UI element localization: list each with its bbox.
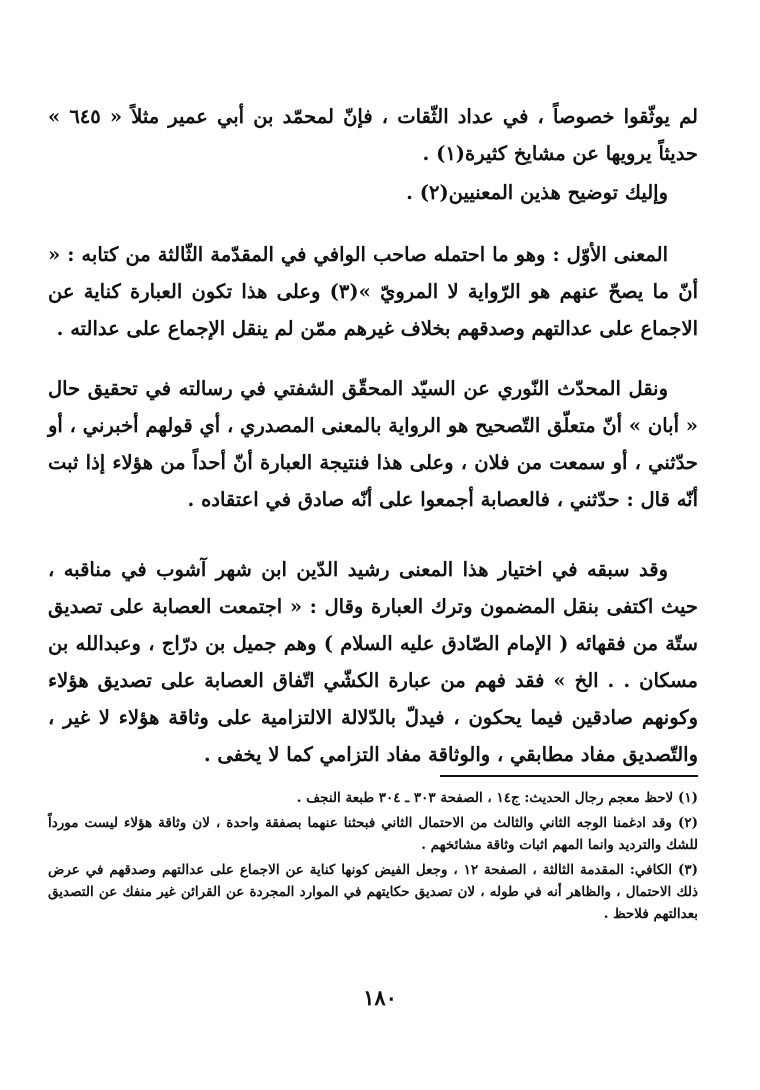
footnote-3 [48, 859, 698, 925]
paragraph-2: وإليك توضيح هذين المعنيين(٢) . [406, 181, 668, 204]
page-number: ١٨٠ [363, 985, 397, 1010]
footnote-2-number: (٢) [677, 815, 698, 831]
footnotes [48, 787, 698, 928]
footnote-3-number: (٣) [677, 862, 698, 878]
footnote-1-text: لاحظ معجم رجال الحديث: ج١٤ ، الصفحة ٣٠٣ ـ ٣٠٤ طبعة النجف . [296, 790, 674, 806]
footnote-3-text: الكافي: المقدمة الثالثة ، الصفحة ١٢ ، وجعل الفيض كونها كناية عن الاجماع على عدالتهم وصدقهم في عرض ذلك الاحتمال ، والظاهر أنه في طوله ، لان تصديق حكايتهم في الموارد المجردة عن القرائن غير منفك عن التصديق بعدالتهم فلاحظ . [48, 862, 698, 922]
paragraph-3: المعنى الأوّل : وهو ما احتمله صاحب الوافي في المقدّمة الثّالثة من كتابه : « أنّ ما يصحّ عنهم هو الرّواية لا المرويّ »(٣) وعلى هذا تكون العبارة كناية عن الاجماع على عدالتهم وصدقهم بخلاف غيرهم ممّن لم ينقل الإجماع على عدالته . [48, 243, 698, 340]
footnote-1-number: (١) [677, 790, 698, 806]
paragraph-4: ونقل المحدّث النّوري عن السيّد المحقّق الشفتي في رسالته في تحقيق حال « أبان » أنّ متعلّق التّصحيح هو الرواية بالمعنى المصدري ، أي قولهم أخبرني ، أو حدّثني ، أو سمعت من فلان ، وعلى هذا فنتيجة العبارة أنّ أحداً من هؤلاء إذا ثبت أنّه قال : حدّثني ، فالعصابة أجمعوا على أنّه صادق في اعتقاده . [48, 377, 698, 511]
footnote-2-text: وقد ادغمنا الوجه الثاني والثالث من الاحتمال الثاني فبحثنا عنهما بصفقة واحدة ، لان وثاقة هؤلاء ليست مورداً للشك والترديد وانما المهم اثبات وثاقة مشائخهم . [48, 815, 698, 853]
footnote-divider [440, 775, 698, 777]
footnote-1 [48, 787, 698, 809]
paragraph-1: لم يوثّقوا خصوصاً ، في عداد الثّقات ، فإنّ لمحمّد بن أبي عمير مثلاً « ٦٤٥ » حديثاً يرويها عن مشايخ كثيرة(١) . [48, 105, 698, 165]
footnote-2 [48, 812, 698, 856]
paragraph-5: وقد سبقه في اختيار هذا المعنى رشيد الدّين ابن شهر آشوب في مناقبه ، حيث اكتفى بنقل المضمون وترك العبارة وقال : « اجتمعت العصابة على تصديق ستّة من فقهائه ( الإمام الصّادق عليه السلام ) وهم جميل بن درّاج ، وعبدالله بن مسكان . . الخ » فقد فهم من عبارة الكشّي اتّفاق العصابة على تصديق هؤلاء وكونهم صادقين فيما يحكون ، فيدلّ بالدّلالة الالتزامية على وثاقة هؤلاء لا غير ، والتّصديق مفاد مطابقي ، والوثاقة مفاد التزامي كما لا يخفى . [48, 558, 698, 766]
